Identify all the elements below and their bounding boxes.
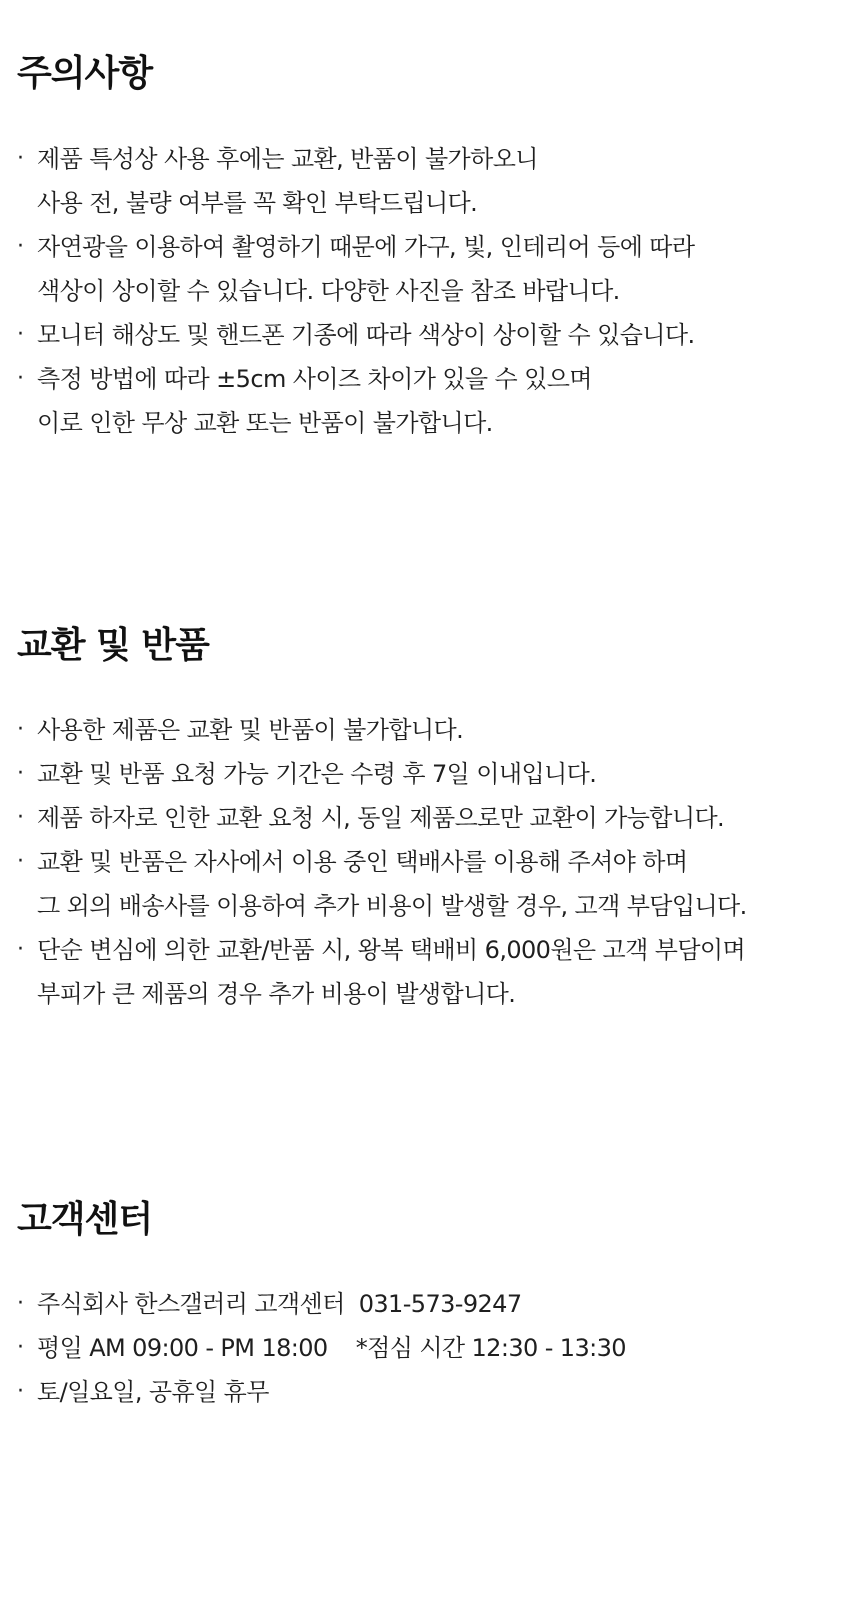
list-item [17, 840, 847, 928]
bullet-dot-icon: · [17, 366, 24, 391]
list-item-text: 모니터 해상도 및 핸드폰 기종에 따라 색상이 상이할 수 있습니다. [37, 321, 695, 349]
bullet-dot-icon: · [17, 146, 24, 171]
list-item-text: 이로 인한 무상 교환 또는 반품이 불가합니다. [37, 409, 493, 437]
list-item-text: 측정 방법에 따라 ±5cm 사이즈 차이가 있을 수 있으며 [37, 365, 592, 393]
list-item [17, 752, 847, 796]
bullet-dot-icon: · [17, 805, 24, 830]
customer-service-list [17, 1282, 847, 1414]
list-item-text: 교환 및 반품 요청 가능 기간은 수령 후 7일 이내입니다. [37, 760, 597, 788]
list-item [17, 708, 847, 752]
bullet-dot-icon: · [17, 1335, 24, 1360]
list-item [17, 357, 847, 445]
list-item [17, 796, 847, 840]
list-item-text: 사용 전, 불량 여부를 꼭 확인 부탁드립니다. [37, 189, 478, 217]
list-item [17, 313, 847, 357]
list-item-text: 자연광을 이용하여 촬영하기 때문에 가구, 빛, 인테리어 등에 따라 [37, 233, 695, 261]
list-item-text: 그 외의 배송사를 이용하여 추가 비용이 발생할 경우, 고객 부담입니다. [37, 892, 747, 920]
bullet-dot-icon: · [17, 761, 24, 786]
bullet-dot-icon: · [17, 717, 24, 742]
list-item-text: 색상이 상이할 수 있습니다. 다양한 사진을 참조 바랍니다. [37, 277, 620, 305]
exchange-return-section [17, 624, 847, 1016]
exchange-return-title: 교환 및 반품 [17, 625, 209, 666]
bullet-dot-icon: · [17, 234, 24, 259]
list-item-text: 제품 특성상 사용 후에는 교환, 반품이 불가하오니 [37, 145, 538, 173]
list-item [17, 928, 847, 1016]
list-item-text: 부피가 큰 제품의 경우 추가 비용이 발생합니다. [37, 980, 516, 1008]
exchange-return-list [17, 708, 847, 1016]
list-item [17, 1370, 847, 1414]
list-item-text: 평일 AM 09:00 - PM 18:00 *점심 시간 12:30 - 13:30 [37, 1334, 626, 1362]
list-item [17, 1326, 847, 1370]
list-item [17, 225, 847, 313]
list-item [17, 137, 847, 225]
caution-title: 주의사항 [17, 53, 153, 94]
bullet-dot-icon: · [17, 1379, 24, 1404]
bullet-dot-icon: · [17, 937, 24, 962]
bullet-dot-icon: · [17, 849, 24, 874]
list-item-text: 제품 하자로 인한 교환 요청 시, 동일 제품으로만 교환이 가능합니다. [37, 804, 725, 832]
list-item-text: 단순 변심에 의한 교환/반품 시, 왕복 택배비 6,000원은 고객 부담이며 [37, 936, 746, 964]
list-item [17, 1282, 847, 1326]
bullet-dot-icon: · [17, 322, 24, 347]
list-item-text: 교환 및 반품은 자사에서 이용 중인 택배사를 이용해 주셔야 하며 [37, 848, 688, 876]
caution-section [17, 52, 847, 445]
customer-service-section [17, 1198, 847, 1414]
list-item-text: 주식회사 한스갤러리 고객센터 031-573-9247 [37, 1290, 522, 1318]
list-item-text: 사용한 제품은 교환 및 반품이 불가합니다. [37, 716, 464, 744]
list-item-text: 토/일요일, 공휴일 휴무 [37, 1378, 269, 1406]
caution-list [17, 137, 847, 445]
customer-service-title: 고객센터 [17, 1199, 153, 1240]
bullet-dot-icon: · [17, 1291, 24, 1316]
